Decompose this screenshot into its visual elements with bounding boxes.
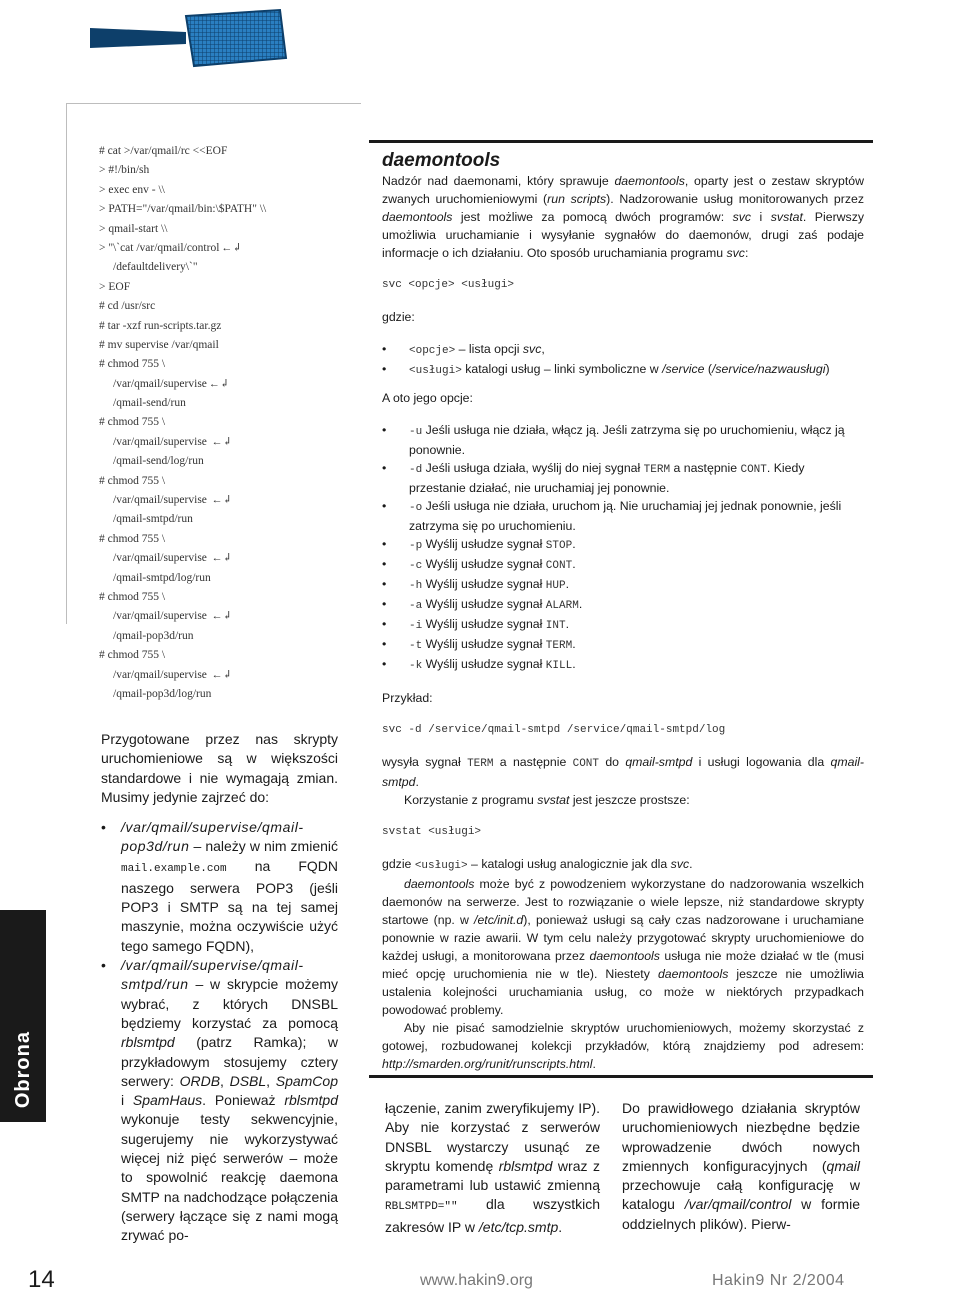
code-line: # mv supervise /var/qmail <box>99 338 219 351</box>
text: Jeśli usługa nie działa, uruchom ją. Nie uruchamiaj jej jednak ponownie, jeśli zatrzyma się po uruchomieniu. <box>409 499 842 533</box>
code-text: -h <box>409 580 423 592</box>
text: – lista opcji <box>455 342 523 356</box>
text: jeszcze nie umożliwia ustalenia kolejności uruchamiania usług, co może w niektórych przypadkach powodować problemy. <box>382 967 864 1017</box>
text: . Ponieważ <box>202 1092 285 1109</box>
list-item <box>382 535 864 555</box>
code-line: # tar -xzf run-scripts.tar.gz <box>99 319 222 332</box>
text: Wyślij usłudze sygnał <box>422 557 546 571</box>
text: , <box>220 1072 230 1089</box>
italic-text: svc <box>726 246 745 260</box>
code-text: STOP <box>545 540 573 552</box>
info-box <box>382 150 864 1073</box>
line-continuation-icon: ←↲ <box>208 552 232 565</box>
text: . <box>592 1057 596 1071</box>
code-line <box>99 433 369 452</box>
code-text: -a <box>409 600 423 612</box>
code-text: CONT <box>545 560 573 572</box>
text: Jeśli usługa nie działa, włącz ją. Jeśli zatrzyma się po uruchomieniu, włącz ją ponownie. <box>409 423 845 457</box>
text: . <box>572 537 576 551</box>
box-label: Przykład: <box>382 691 433 705</box>
italic-text: svstat <box>537 793 570 807</box>
list-item <box>382 555 864 575</box>
text: Wyślij usłudze sygnał <box>422 657 546 671</box>
code-line: # cat >/var/qmail/rc <<EOF <box>99 145 228 157</box>
text: , <box>266 1072 276 1089</box>
code-line: /qmail-pop3d/run <box>113 629 194 642</box>
text: wraz z parametrami lub ustawić zmienną <box>385 1157 600 1194</box>
url-text: http://smarden.org/runit/runscripts.html <box>382 1057 593 1071</box>
box-paragraph <box>382 172 864 262</box>
code-text: -u <box>409 426 423 438</box>
line-continuation-icon: ←↲ <box>208 668 232 681</box>
code-line <box>99 491 369 510</box>
text: Wyślij usłudze sygnał <box>422 637 546 651</box>
text: – należy w nim zmienić <box>189 838 338 855</box>
code-text: KILL <box>545 660 573 672</box>
command-syntax: svc <opcje> <usługi> <box>382 279 515 291</box>
list-item <box>382 459 864 497</box>
code-line: > EOF <box>99 280 131 293</box>
text: . <box>558 1218 563 1235</box>
box-paragraph <box>382 753 864 791</box>
text: Wyślij usłudze sygnał <box>422 617 546 631</box>
code-line: # chmod 755 \ <box>99 590 166 603</box>
code-line: /qmail-send/log/run <box>113 455 204 468</box>
text: ) <box>825 362 830 376</box>
code-text: -d <box>409 464 423 476</box>
section-tab <box>0 910 46 1122</box>
italic-text: rblsmtpd <box>284 1092 338 1109</box>
text: ). Nadzorowanie usług monitorowanych przez <box>606 192 865 206</box>
code-line <box>99 607 369 626</box>
path-text: /var/qmail/supervise/qmail-smtpd/run <box>121 957 304 993</box>
code-text: -k <box>409 660 423 672</box>
page-number: 14 <box>28 1266 55 1293</box>
text: i usługi logowania dla <box>692 755 831 769</box>
list-item <box>101 956 338 1245</box>
code-line: /qmail-send/run <box>113 397 186 410</box>
text: . <box>689 857 693 871</box>
text: Nadzór nad daemonami, który sprawuje <box>382 174 615 188</box>
italic-text: daemontools <box>614 174 685 188</box>
options-list <box>382 421 864 675</box>
list-item <box>382 575 864 595</box>
text: wysyła sygnał <box>382 755 468 769</box>
text: . <box>572 657 576 671</box>
code-line: > #!/bin/sh <box>99 164 150 177</box>
italic-text: rblsmtpd <box>498 1157 553 1174</box>
code-line: # cd /usr/src <box>99 300 156 313</box>
italic-text: svc <box>732 210 752 224</box>
code-text: -c <box>409 560 423 572</box>
code-text: <usługi> <box>414 860 468 872</box>
italic-text: daemontools <box>657 967 729 981</box>
text: w formie oddzielnych plików). Pierw- <box>622 1196 860 1232</box>
list-item <box>382 360 864 380</box>
text: – katalogi usług analogicznie jak dla <box>467 857 671 871</box>
example-command: svc -d /service/qmail-smtpd /service/qmail-smtpd/log <box>382 724 726 736</box>
code-listing <box>99 142 369 704</box>
definition-list <box>382 340 864 380</box>
text: i <box>751 210 771 224</box>
code-line: /qmail-smtpd/log/run <box>113 571 211 584</box>
code-line: /defaultdelivery\`" <box>113 261 198 274</box>
code-line: # chmod 755 \ <box>99 358 166 371</box>
italic-text: svc <box>670 857 690 871</box>
list-item <box>101 818 338 956</box>
code-text: <usługi> <box>409 365 462 377</box>
code-text: mail.example.com <box>121 862 227 875</box>
text: . <box>572 557 576 571</box>
text: wykonuje testy sekwencyjnie, sugerujemy nie wykorzystywać więcej niż pięć serwerów – może to spowolnić reakcję daemona SMTP na nadchodzące połączenia (serwery łączące się z nami mogą zrywać po- <box>121 1111 338 1244</box>
text: katalogi usług – linki symboliczne w <box>461 362 663 376</box>
line-continuation-icon: ←↲ <box>208 494 232 507</box>
text: . <box>415 775 419 789</box>
text: jest możliwe za pomocą dwóch programów: <box>452 210 733 224</box>
text: . Pierwszy umożliwia uruchamianie i wysyłanie sygnałów do daemonów, drugi zaś podaje informacje o ich działaniu. Oto sposób uruchamiania programu <box>382 210 865 260</box>
line-continuation-icon: ←↲ <box>208 435 232 448</box>
italic-text: /service <box>662 362 705 376</box>
text: a następnie <box>493 755 573 769</box>
text: usługa nie może działać w tle (musi mieć opcję uruchomienia nie w tle). Niestety <box>382 949 864 981</box>
code-text: /var/qmail/supervise <box>113 377 207 390</box>
code-line <box>99 239 369 258</box>
italic-text: /service/nazwausługi <box>711 362 826 376</box>
text: do <box>599 755 626 769</box>
list-item <box>382 615 864 635</box>
text: Jeśli usługa działa, wyślij do niej sygnał <box>422 461 644 475</box>
code-text: > "\`cat /var/qmail/control <box>99 241 220 254</box>
code-line: > exec env - \\ <box>99 183 165 196</box>
text: Wyślij usłudze sygnał <box>422 597 546 611</box>
text: łączenie, zanim zweryfikujemy IP). Aby nie korzystać z serwerów DNSBL wystarczy usunąć ze skryptu komendę <box>385 1100 600 1174</box>
line-continuation-icon: ←↲ <box>208 610 232 623</box>
section-label: Obrona <box>11 1030 34 1108</box>
text: (patrz Ramka); w przykładowym stosujemy cztery serwery: <box>121 1034 338 1089</box>
code-text: /var/qmail/supervise <box>113 494 207 507</box>
text: może być z powodzeniem wykorzystane do nadzorowania wszelkich daemonów na serwerze. Jest to rozwiązanie o wiele lepsze, niż standardowe skrypty startowe (np. w <box>382 877 864 927</box>
code-line: # chmod 755 \ <box>99 649 166 662</box>
text: a następnie <box>670 461 741 475</box>
italic-text: /etc/init.d <box>474 913 524 927</box>
box-paragraph <box>382 791 864 809</box>
italic-text: svstat <box>770 210 803 224</box>
text: Korzystanie z programu <box>404 793 538 807</box>
text: : <box>744 246 749 260</box>
code-text: -p <box>409 540 423 552</box>
list-item <box>382 340 864 360</box>
code-text: ALARM <box>545 600 579 612</box>
code-text: INT <box>545 620 566 632</box>
file-list <box>101 818 338 1246</box>
footer-url: www.hakin9.org <box>420 1272 533 1289</box>
text: . <box>565 617 570 631</box>
code-text: HUP <box>545 580 566 592</box>
code-text: <opcje> <box>409 345 456 357</box>
italic-text: /etc/tcp.smtp <box>478 1218 559 1235</box>
text: Do prawidłowego działania skryptów uruchomieniowych niezbędne będzie wprowadzenie dwóch nowych zmiennych konfiguracyjnych ( <box>622 1100 860 1174</box>
text: , oparty jest o zestaw skryptów zwanych uruchomieniowymi ( <box>382 174 864 206</box>
code-text: TERM <box>643 464 671 476</box>
line-continuation-icon: ←↲ <box>208 377 230 390</box>
code-text: CONT <box>740 464 767 476</box>
italic-text: /var/qmail/control <box>684 1196 792 1213</box>
box-label: gdzie: <box>382 310 415 324</box>
code-text: /var/qmail/supervise <box>113 552 207 565</box>
code-line: > PATH="/var/qmail/bin:\$PATH" \\ <box>99 203 267 216</box>
italic-text: SpamHaus <box>132 1092 203 1109</box>
text: – w skrypcie możemy wybrać, z których DNSBL będziemy korzystać za pomocą <box>121 976 338 1031</box>
footer-issue: Hakin9 Nr 2/2004 <box>712 1272 845 1289</box>
list-item <box>382 635 864 655</box>
text: ( <box>704 362 712 376</box>
code-line <box>99 375 369 394</box>
text: przechowuje całą konfigurację w katalogu <box>622 1177 860 1213</box>
code-line <box>99 549 369 568</box>
text: dla wszystkich zakresów IP w <box>385 1196 600 1235</box>
italic-text: run scripts <box>547 192 607 206</box>
line-continuation-icon: ←↲ <box>221 241 242 254</box>
code-text: CONT <box>572 758 600 770</box>
text: na FQDN naszego serwera POP3 (jeśli POP3 i SMTP są na tej samej maszynie, można oczywiście użyć tego samego FQDN), <box>121 857 338 954</box>
code-line: /qmail-pop3d/log/run <box>113 687 212 700</box>
italic-text: qmail-smtpd <box>625 755 693 769</box>
magazine-logo <box>90 8 290 68</box>
text: . Kiedy przestanie działać, nie uruchamiaj jej ponownie. <box>409 461 805 495</box>
text: . <box>578 597 583 611</box>
text: jest jeszcze prostsze: <box>569 793 690 807</box>
list-item <box>382 655 864 675</box>
italic-text: daemontools <box>382 210 453 224</box>
box-label: A oto jego opcje: <box>382 391 473 405</box>
text: ), ponieważ usługi są cały czas nadzorowane i uruchamiane ponownie w razie awarii. W tym celu należy przygotować skrypty uruchomieniowe do każdej usługi, a monitorowana przez <box>382 913 864 963</box>
box-title: daemontools <box>382 150 501 171</box>
code-line: # chmod 755 \ <box>99 474 166 487</box>
code-text: -i <box>409 620 423 632</box>
box-paragraph <box>382 1019 864 1073</box>
text: i <box>121 1092 133 1109</box>
code-line: # chmod 755 \ <box>99 416 166 429</box>
text: Aby nie pisać samodzielnie skryptów uruchomieniowych, możemy skorzystać z gotowej, rozbudowanej kolekcji przykładów, którą znajdziemy pod adresem: <box>382 1021 864 1053</box>
text: . <box>572 637 576 651</box>
italic-text: svc <box>522 342 542 356</box>
italic-text: ORDB <box>179 1072 221 1089</box>
code-text: /var/qmail/supervise <box>113 610 207 623</box>
list-item <box>382 595 864 615</box>
text: Wyślij usłudze sygnał <box>422 577 546 591</box>
code-text: /var/qmail/supervise <box>113 668 207 681</box>
italic-text: DSBL <box>229 1072 267 1089</box>
body-paragraph <box>622 1099 860 1234</box>
italic-text: daemontools <box>589 949 660 963</box>
code-text: -t <box>409 640 423 652</box>
code-line: > qmail-start \\ <box>99 222 168 235</box>
text: . <box>565 577 570 591</box>
list-item <box>382 497 864 535</box>
code-line <box>99 666 369 685</box>
text: , <box>541 342 545 356</box>
code-text: TERM <box>467 758 494 770</box>
italic-text: rblsmtpd <box>121 1034 175 1051</box>
italic-text: qmail <box>826 1157 860 1174</box>
italic-text: qmail-smtpd <box>382 755 865 789</box>
code-text: RBLSMTPD="" <box>385 1201 458 1214</box>
code-line: /qmail-smtpd/run <box>113 513 193 526</box>
box-paragraph <box>382 855 864 875</box>
text: gdzie <box>382 857 415 871</box>
code-line: # chmod 755 \ <box>99 532 166 545</box>
code-text: TERM <box>545 640 573 652</box>
list-item <box>382 421 864 459</box>
code-text: /var/qmail/supervise <box>113 435 207 448</box>
path-text: /var/qmail/supervise/qmail-pop3d/run <box>121 819 304 855</box>
body-paragraph <box>385 1099 600 1237</box>
box-paragraph <box>382 875 864 1019</box>
command-syntax: svstat <usługi> <box>382 826 482 838</box>
italic-text: daemontools <box>404 877 475 891</box>
body-paragraph: Przygotowane przez nas skrypty uruchomieniowe są w większości standardowe i nie wymagają zmian. Musimy jedynie zajrzeć do: <box>101 731 338 805</box>
italic-text: SpamCop <box>275 1072 338 1089</box>
text: Wyślij usłudze sygnał <box>422 537 546 551</box>
code-text: -o <box>409 502 423 514</box>
